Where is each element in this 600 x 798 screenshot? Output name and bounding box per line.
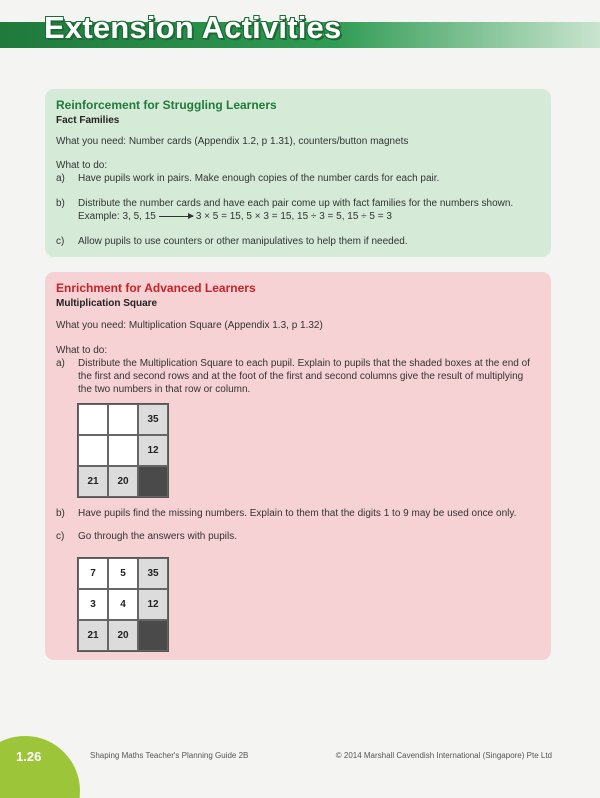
reinforcement-need: What you need: Number cards (Appendix 1.2, p 1.31), counters/button magnets: [56, 136, 409, 147]
grid-cell: 35: [138, 404, 168, 435]
enrichment-box: [45, 272, 551, 660]
step-label: b): [56, 508, 65, 519]
step-text: Have pupils work in pairs. Make enough copies of the number cards for each pair.: [78, 173, 440, 184]
reinforcement-box: [45, 89, 551, 257]
step-text: Go through the answers with pupils.: [78, 531, 237, 542]
step-label: c): [56, 236, 65, 247]
grid-cell: [108, 404, 138, 435]
multiplication-square-solved: [77, 557, 169, 652]
enrichment-step-b: [56, 507, 539, 520]
page-title: Extension Activities: [44, 10, 342, 45]
grid-cell: 35: [138, 558, 168, 589]
grid-cell: 12: [138, 589, 168, 620]
grid-cell: 4: [108, 589, 138, 620]
page-number-badge: [0, 736, 80, 798]
enrichment-title: Enrichment for Advanced Learners: [56, 281, 256, 295]
grid-cell: 21: [78, 466, 108, 497]
grid-cell: [78, 435, 108, 466]
step-label: a): [56, 358, 65, 369]
reinforcement-step-c: [56, 235, 539, 248]
grid-cell: 21: [78, 620, 108, 651]
step-label: a): [56, 173, 65, 184]
page-number: 1.26: [16, 749, 42, 764]
grid-cell: 20: [108, 466, 138, 497]
grid-cell: 12: [138, 435, 168, 466]
step-label: b): [56, 198, 65, 209]
enrichment-step-c: [56, 530, 539, 543]
reinforcement-step-b: [56, 197, 539, 223]
step-text: Have pupils find the missing numbers. Explain to them that the digits 1 to 9 may be used once only.: [78, 508, 517, 519]
grid-cell: [138, 466, 168, 497]
enrichment-step-a: [56, 357, 539, 396]
example-line: [78, 210, 539, 223]
step-text: Distribute the number cards and have each pair come up with fact families for the numbers shown.: [78, 198, 514, 209]
footer-book-title: Shaping Maths Teacher's Planning Guide 2B: [90, 751, 249, 760]
enrichment-todo: What to do:: [56, 345, 108, 356]
reinforcement-title: Reinforcement for Struggling Learners: [56, 98, 277, 112]
step-label: c): [56, 531, 65, 542]
grid-cell: [138, 620, 168, 651]
grid-cell: 7: [78, 558, 108, 589]
multiplication-square-blank: [77, 403, 169, 498]
grid-cell: [78, 404, 108, 435]
step-text: Distribute the Multiplication Square to each pupil. Explain to pupils that the shaded boxes at the end of the first and second rows and at the foot of the first and second columns give the result of multiplying the two numbers in that row or column.: [78, 358, 530, 395]
grid-cell: [108, 435, 138, 466]
reinforcement-todo: What to do:: [56, 160, 108, 171]
grid-cell: 5: [108, 558, 138, 589]
grid-cell: 3: [78, 589, 108, 620]
enrichment-subtitle: Multiplication Square: [56, 297, 158, 309]
footer-copyright: © 2014 Marshall Cavendish International (Singapore) Pte Ltd: [335, 751, 552, 760]
example-prefix: Example: 3, 5, 15: [78, 211, 156, 222]
right-arrow-icon: [159, 216, 193, 217]
enrichment-need: What you need: Multiplication Square (Appendix 1.3, p 1.32): [56, 320, 323, 331]
grid-cell: 20: [108, 620, 138, 651]
reinforcement-subtitle: Fact Families: [56, 114, 120, 126]
step-text: Allow pupils to use counters or other manipulatives to help them if needed.: [78, 236, 408, 247]
reinforcement-step-a: [56, 172, 539, 185]
example-result: 3 × 5 = 15, 5 × 3 = 15, 15 ÷ 3 = 5, 15 ÷ 5 = 3: [195, 211, 392, 222]
